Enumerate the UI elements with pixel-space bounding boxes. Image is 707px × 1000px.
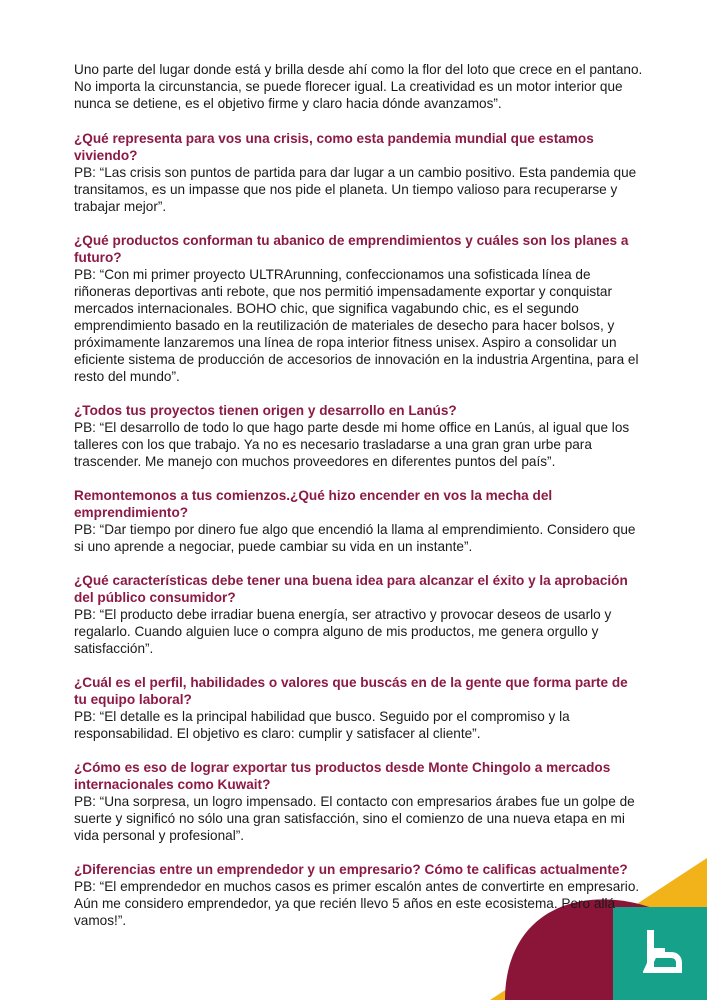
answer: PB: “El producto debe irradiar buena energía, ser atractivo y provocar deseos de usarlo y regalarlo. Cuando alguien luce o compra alguno de mis productos, me genera orgullo y satisfacción”. (74, 607, 612, 656)
answer: PB: “Las crisis son puntos de partida para dar lugar a un cambio positivo. Esta pandemia que transitamos, es un impasse que nos pide el planeta. Un tiempo valioso para recuperarse y trabajar mejor”. (74, 165, 637, 214)
answer: PB: “El desarrollo de todo lo que hago parte desde mi home office en Lanús, al igual que los talleres con los que trabajo. Ya no es necesario trasladarse a una gran gran urbe para trascender. Me manejo con muchos proveedores en diferentes puntos del país”. (74, 420, 630, 469)
answer: PB: “Con mi primer proyecto ULTRArunning, confeccionamos una sofisticada línea de riñoneras deportivas anti rebote, que nos permitió impensadamente exportar y conquistar mercados internacionales. BOHO chic, que significa vagabundo chic, es el segundo emprendimiento basado en la reutilización de materiales de desecho para hacer bolsos, y próximamente lanzaremos una línea de ropa interior fitness unisex. Aspiro a consolidar un eficiente sistema de producción de accesorios de innovación en la industria Argentina, para el resto del mundo”. (74, 267, 639, 384)
intro-paragraph: Uno parte del lugar donde está y brilla desde ahí como la flor del loto que crece en el pantano. No importa la circunstancia, se puede florecer igual. La creatividad es un motor interior que nunca se detiene, es el objetivo firme y claro hacia dónde avanzamos”. (74, 62, 643, 111)
answer: PB: “Dar tiempo por dinero fue algo que encendió la llama al emprendimiento. Considero que si uno aprende a negociar, puede cambiar su vida en un instante”. (74, 522, 636, 554)
question: ¿Qué características debe tener una buena idea para alcanzar el éxito y la aprobación del público consumidor? (74, 573, 628, 605)
building-logo-icon (643, 928, 683, 974)
question: ¿Diferencias entre un emprendedor y un empresario? Cómo te calificas actualmente? (74, 862, 628, 877)
question: ¿Cuál es el perfil, habilidades o valores que buscás en de la gente que forma parte de tu equipo laboral? (74, 675, 628, 707)
qa-item (74, 130, 644, 215)
question: ¿Todos tus proyectos tienen origen y desarrollo en Lanús? (74, 403, 457, 418)
question: Remontemonos a tus comienzos.¿Qué hizo encender en vos la mecha del emprendimiento? (74, 488, 553, 520)
qa-item (74, 759, 644, 844)
question: ¿Qué representa para vos una crisis, como esta pandemia mundial que estamos viviendo? (74, 131, 594, 163)
qa-item (74, 402, 644, 470)
qa-item (74, 232, 644, 385)
article-body (74, 61, 644, 946)
answer: PB: “El detalle es la principal habilidad que busco. Seguido por el compromiso y la responsabilidad. El objetivo es claro: cumplir y satisfacer al cliente”. (74, 709, 570, 741)
qa-item (74, 572, 644, 657)
qa-item (74, 861, 644, 929)
question: ¿Cómo es eso de lograr exportar tus productos desde Monte Chingolo a mercados internacionales como Kuwait? (74, 760, 611, 792)
qa-item (74, 674, 644, 742)
qa-item (74, 487, 644, 555)
question: ¿Qué productos conforman tu abanico de emprendimientos y cuáles son los planes a futuro? (74, 233, 629, 265)
answer: PB: “El emprendedor en muchos casos es primer escalón antes de convertirte en empresario. Aún me considero emprendedor, ya que recién llevo 5 años en este ecosistema. Pero allá vamos!”. (74, 879, 640, 928)
answer: PB: “Una sorpresa, un logro impensado. El contacto con empresarios árabes fue un golpe de suerte y significó no sólo una gran satisfacción, sino el comienzo de una nueva etapa en mi vida personal y profesional”. (74, 794, 635, 843)
